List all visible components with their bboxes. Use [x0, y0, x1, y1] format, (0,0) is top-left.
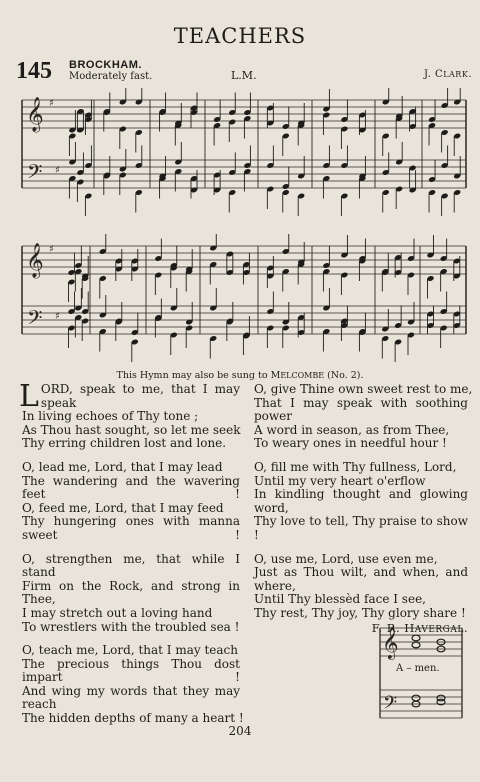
- music-system-1: [0, 88, 480, 218]
- verse-line: O, use me, Lord, use even me,: [254, 551, 438, 566]
- stanza-3: [22, 553, 240, 635]
- svg-text:𝄢: 𝄢: [383, 693, 398, 718]
- verse-line: That I may speak with soothing power: [254, 395, 468, 424]
- verse-line: The hidden depths of many a heart !: [22, 711, 244, 726]
- verse-line: Just as Thou wilt, and when, and where,: [254, 565, 468, 593]
- verse-line: The wandering and the wavering feet !: [22, 473, 240, 502]
- svg-text:𝄞: 𝄞: [26, 97, 44, 132]
- verse-line: Thy love to tell, Thy praise to show !: [254, 514, 468, 542]
- tune-name: BROCKHAM.: [69, 59, 142, 71]
- stanza-5: [254, 382, 473, 451]
- hymn-author: F. R. HAVERGAL.: [371, 620, 468, 635]
- verse-line: In kindling thought and glowing word,: [254, 487, 468, 515]
- page-number: 204: [228, 724, 252, 738]
- verse-line: Firm on the Rock, and strong in Thee,: [22, 578, 240, 607]
- verse-line: Thy erring children lost and lone.: [22, 436, 227, 451]
- verse-line: To wrestlers with the troubled sea !: [22, 619, 240, 634]
- stanza-6: [254, 461, 468, 543]
- verse-line: I may stretch out a loving hand: [22, 605, 213, 620]
- stanza-7: [254, 553, 468, 621]
- amen-music: [366, 618, 480, 738]
- verse-line: As Thou hast sought, so let me seek: [22, 422, 241, 437]
- verse-line: Until my very heart o'erflow: [254, 473, 426, 488]
- verse-line: O, feed me, Lord, that I may feed: [22, 500, 224, 515]
- verse-line: And wing my words that they may reach: [22, 683, 240, 712]
- hymn-number: 145: [16, 58, 52, 84]
- meter: L.M.: [231, 69, 257, 82]
- tempo-marking: Moderately fast.: [69, 71, 153, 82]
- verse-line: O, give Thine own sweet rest to me,: [254, 382, 473, 396]
- verse-line: A word in season, as from Thee,: [254, 422, 450, 437]
- verse-line: O, fill me with Thy fullness, Lord,: [254, 459, 457, 474]
- verse-line: O, strengthen me, that while I stand: [22, 551, 240, 580]
- alternate-tune-note: This Hymn may also be sung to MELCOMBE (No. 2).: [116, 370, 364, 381]
- svg-text:♯: ♯: [55, 165, 60, 176]
- svg-text:𝄢: 𝄢: [27, 306, 43, 334]
- verse-line: The precious things Thou dost impart !: [22, 656, 240, 685]
- svg-text:♯: ♯: [49, 244, 54, 255]
- section-title: TEACHERS: [173, 24, 307, 48]
- drop-cap: L: [19, 379, 39, 414]
- verses-right-column: [254, 382, 473, 637]
- composer: J. CLARK.: [423, 69, 472, 80]
- verse-line: O, lead me, Lord, that I may lead: [22, 459, 223, 474]
- verse-line: In living echoes of Thy tone ;: [22, 409, 199, 424]
- svg-text:♯: ♯: [55, 311, 60, 322]
- svg-text:♯: ♯: [49, 98, 54, 109]
- svg-text:𝄞: 𝄞: [26, 243, 44, 278]
- amen-text: A – men.: [396, 663, 440, 674]
- verse-line: Until Thy blessèd face I see,: [254, 592, 426, 607]
- verse-line: O, teach me, Lord, that I may teach: [22, 643, 239, 658]
- verse-line: Thy rest, Thy joy, Thy glory share !: [254, 605, 466, 620]
- verse-line: Thy hungering ones with manna sweet !: [22, 514, 240, 542]
- svg-text:𝄞: 𝄞: [382, 626, 399, 659]
- music-system-2: [0, 234, 480, 364]
- svg-text:𝄢: 𝄢: [27, 160, 43, 188]
- verse-line: To weary ones in needful hour !: [254, 436, 447, 451]
- stanza-1: [19, 379, 241, 451]
- stanza-2: [22, 461, 240, 543]
- verse-line: LORD, speak to me, that I may speak: [19, 379, 240, 414]
- stanza-4: [22, 643, 244, 726]
